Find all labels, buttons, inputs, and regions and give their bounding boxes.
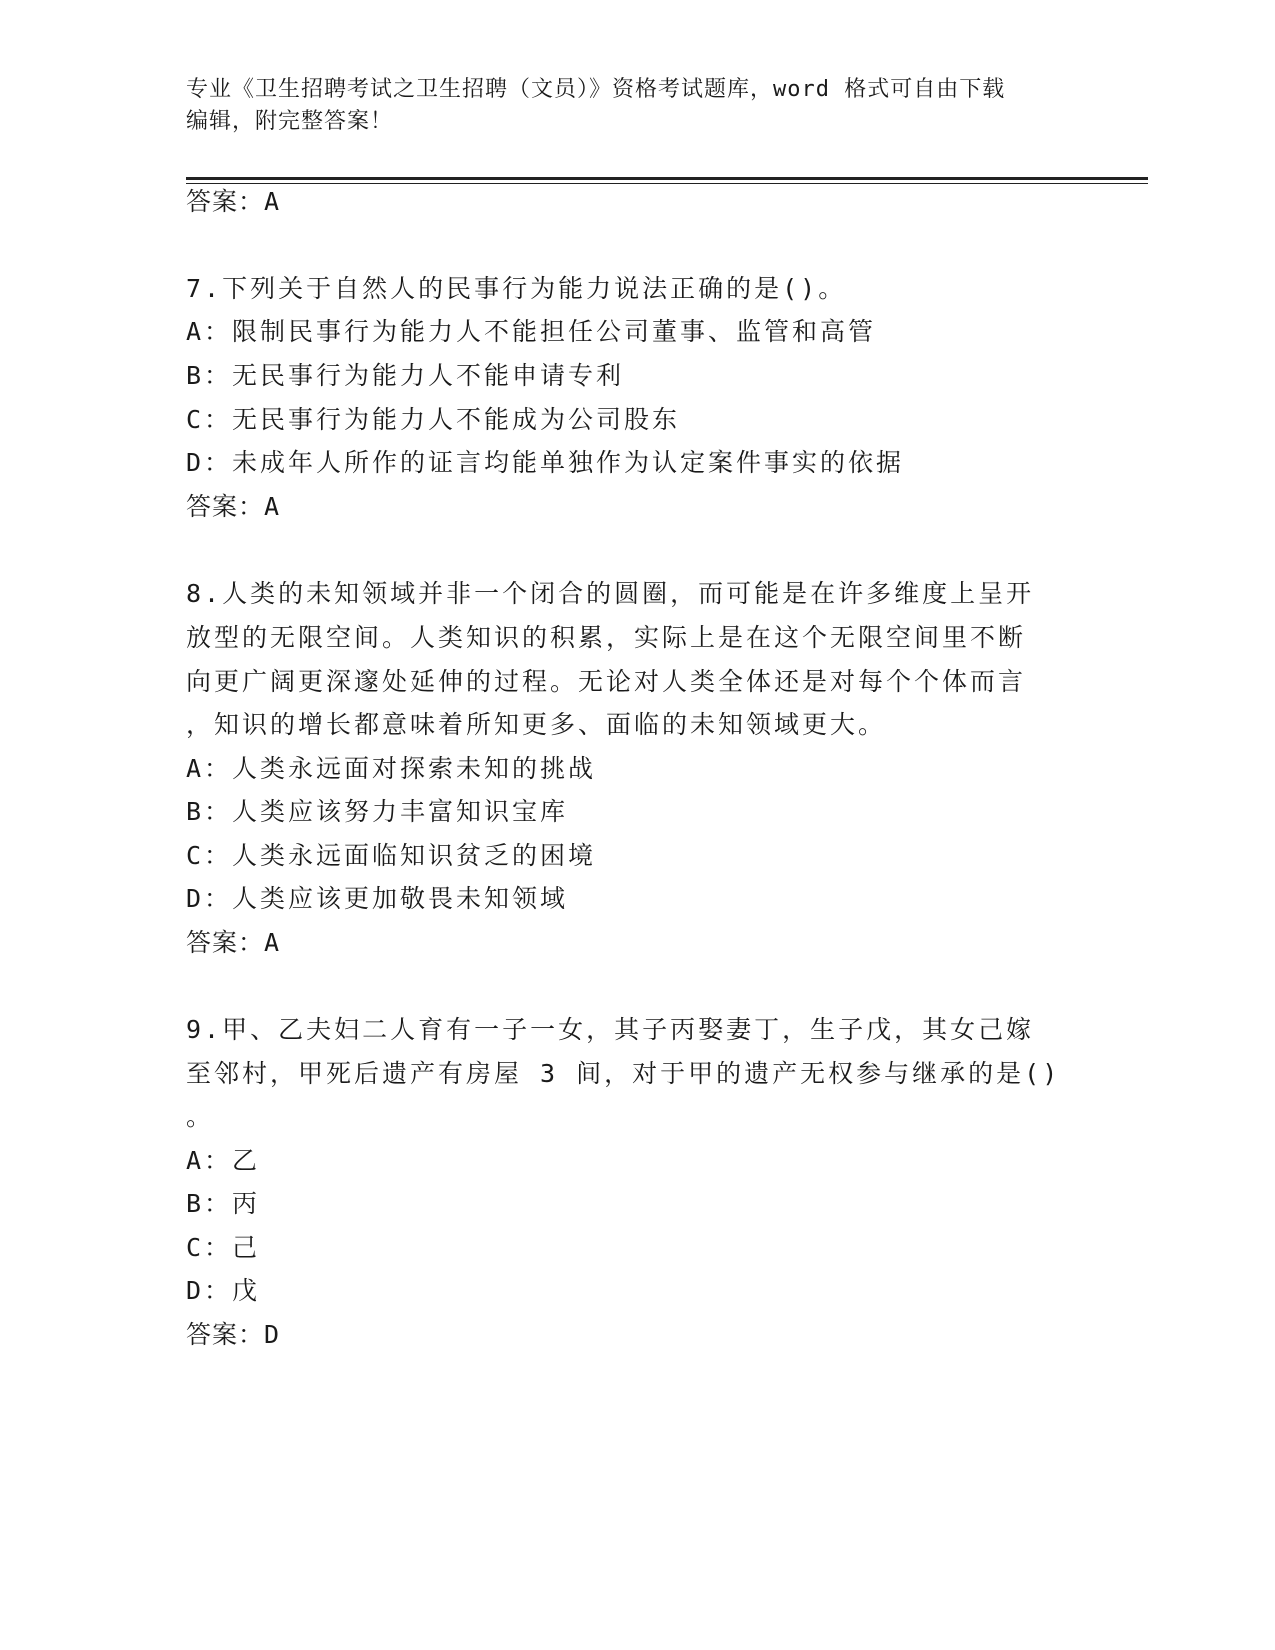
document-header <box>186 74 1066 138</box>
answer-prev <box>186 185 280 219</box>
answer-value: D <box>264 1320 281 1349</box>
question-stem-line: ，知识的增长都意味着所知更多、面临的未知领域更大。 <box>186 710 887 739</box>
answer <box>186 926 280 960</box>
question-stem-line: 至邻村，甲死后遗产有房屋 3 间，对于甲的遗产无权参与继承的是() <box>186 1059 1061 1088</box>
question-stem-line: 。 <box>186 1102 215 1131</box>
question-stem-line: 下列关于自然人的民事行为能力说法正确的是()。 <box>222 274 847 303</box>
answer-label: 答案： <box>186 492 265 521</box>
answer-label: 答案： <box>186 928 265 957</box>
option-b: B：无民事行为能力人不能申请专利 <box>186 361 625 390</box>
answer-label: 答案： <box>186 187 265 216</box>
header-line-1: 专业《卫生招聘考试之卫生招聘（文员）》资格考试题库，word 格式可自由下载 <box>186 77 1006 102</box>
option-b: B：丙 <box>186 1189 261 1218</box>
option-a: A：人类永远面对探索未知的挑战 <box>186 754 597 783</box>
option-b: B：人类应该努力丰富知识宝库 <box>186 797 569 826</box>
answer-label: 答案： <box>186 1320 265 1349</box>
option-a: A：乙 <box>186 1146 261 1175</box>
option-c: C：己 <box>186 1233 261 1262</box>
header-line-2: 编辑，附完整答案！ <box>186 109 394 134</box>
question-stem-line: 放型的无限空间。人类知识的积累，实际上是在这个无限空间里不断 <box>186 623 1027 652</box>
option-a: A：限制民事行为能力人不能担任公司董事、监管和高管 <box>186 317 877 346</box>
option-c: C：人类永远面临知识贫乏的困境 <box>186 841 597 870</box>
option-c: C：无民事行为能力人不能成为公司股东 <box>186 405 681 434</box>
option-d: D：戊 <box>186 1276 261 1305</box>
question-number: 8. <box>186 579 223 608</box>
answer-value: A <box>264 928 281 957</box>
question-stem <box>186 577 1034 611</box>
question-stem-line: 向更广阔更深邃处延伸的过程。无论对人类全体还是对每个个体而言 <box>186 667 1027 696</box>
option-d: D：未成年人所作的证言均能单独作为认定案件事实的依据 <box>186 448 905 477</box>
option-d: D：人类应该更加敬畏未知领域 <box>186 884 569 913</box>
header-divider-thin <box>186 183 1148 184</box>
question-number: 9. <box>186 1015 223 1044</box>
question-stem <box>186 1013 1034 1047</box>
question-stem <box>186 272 846 306</box>
answer <box>186 490 280 524</box>
answer <box>186 1318 280 1352</box>
question-stem-line: 甲、乙夫妇二人育有一子一女，其子丙娶妻丁，生子戊，其女己嫁 <box>222 1015 1035 1044</box>
answer-value: A <box>264 492 281 521</box>
answer-value: A <box>264 187 281 216</box>
header-divider-thick <box>186 177 1148 180</box>
question-number: 7. <box>186 274 223 303</box>
question-stem-line: 人类的未知领域并非一个闭合的圆圈，而可能是在许多维度上呈开 <box>222 579 1035 608</box>
